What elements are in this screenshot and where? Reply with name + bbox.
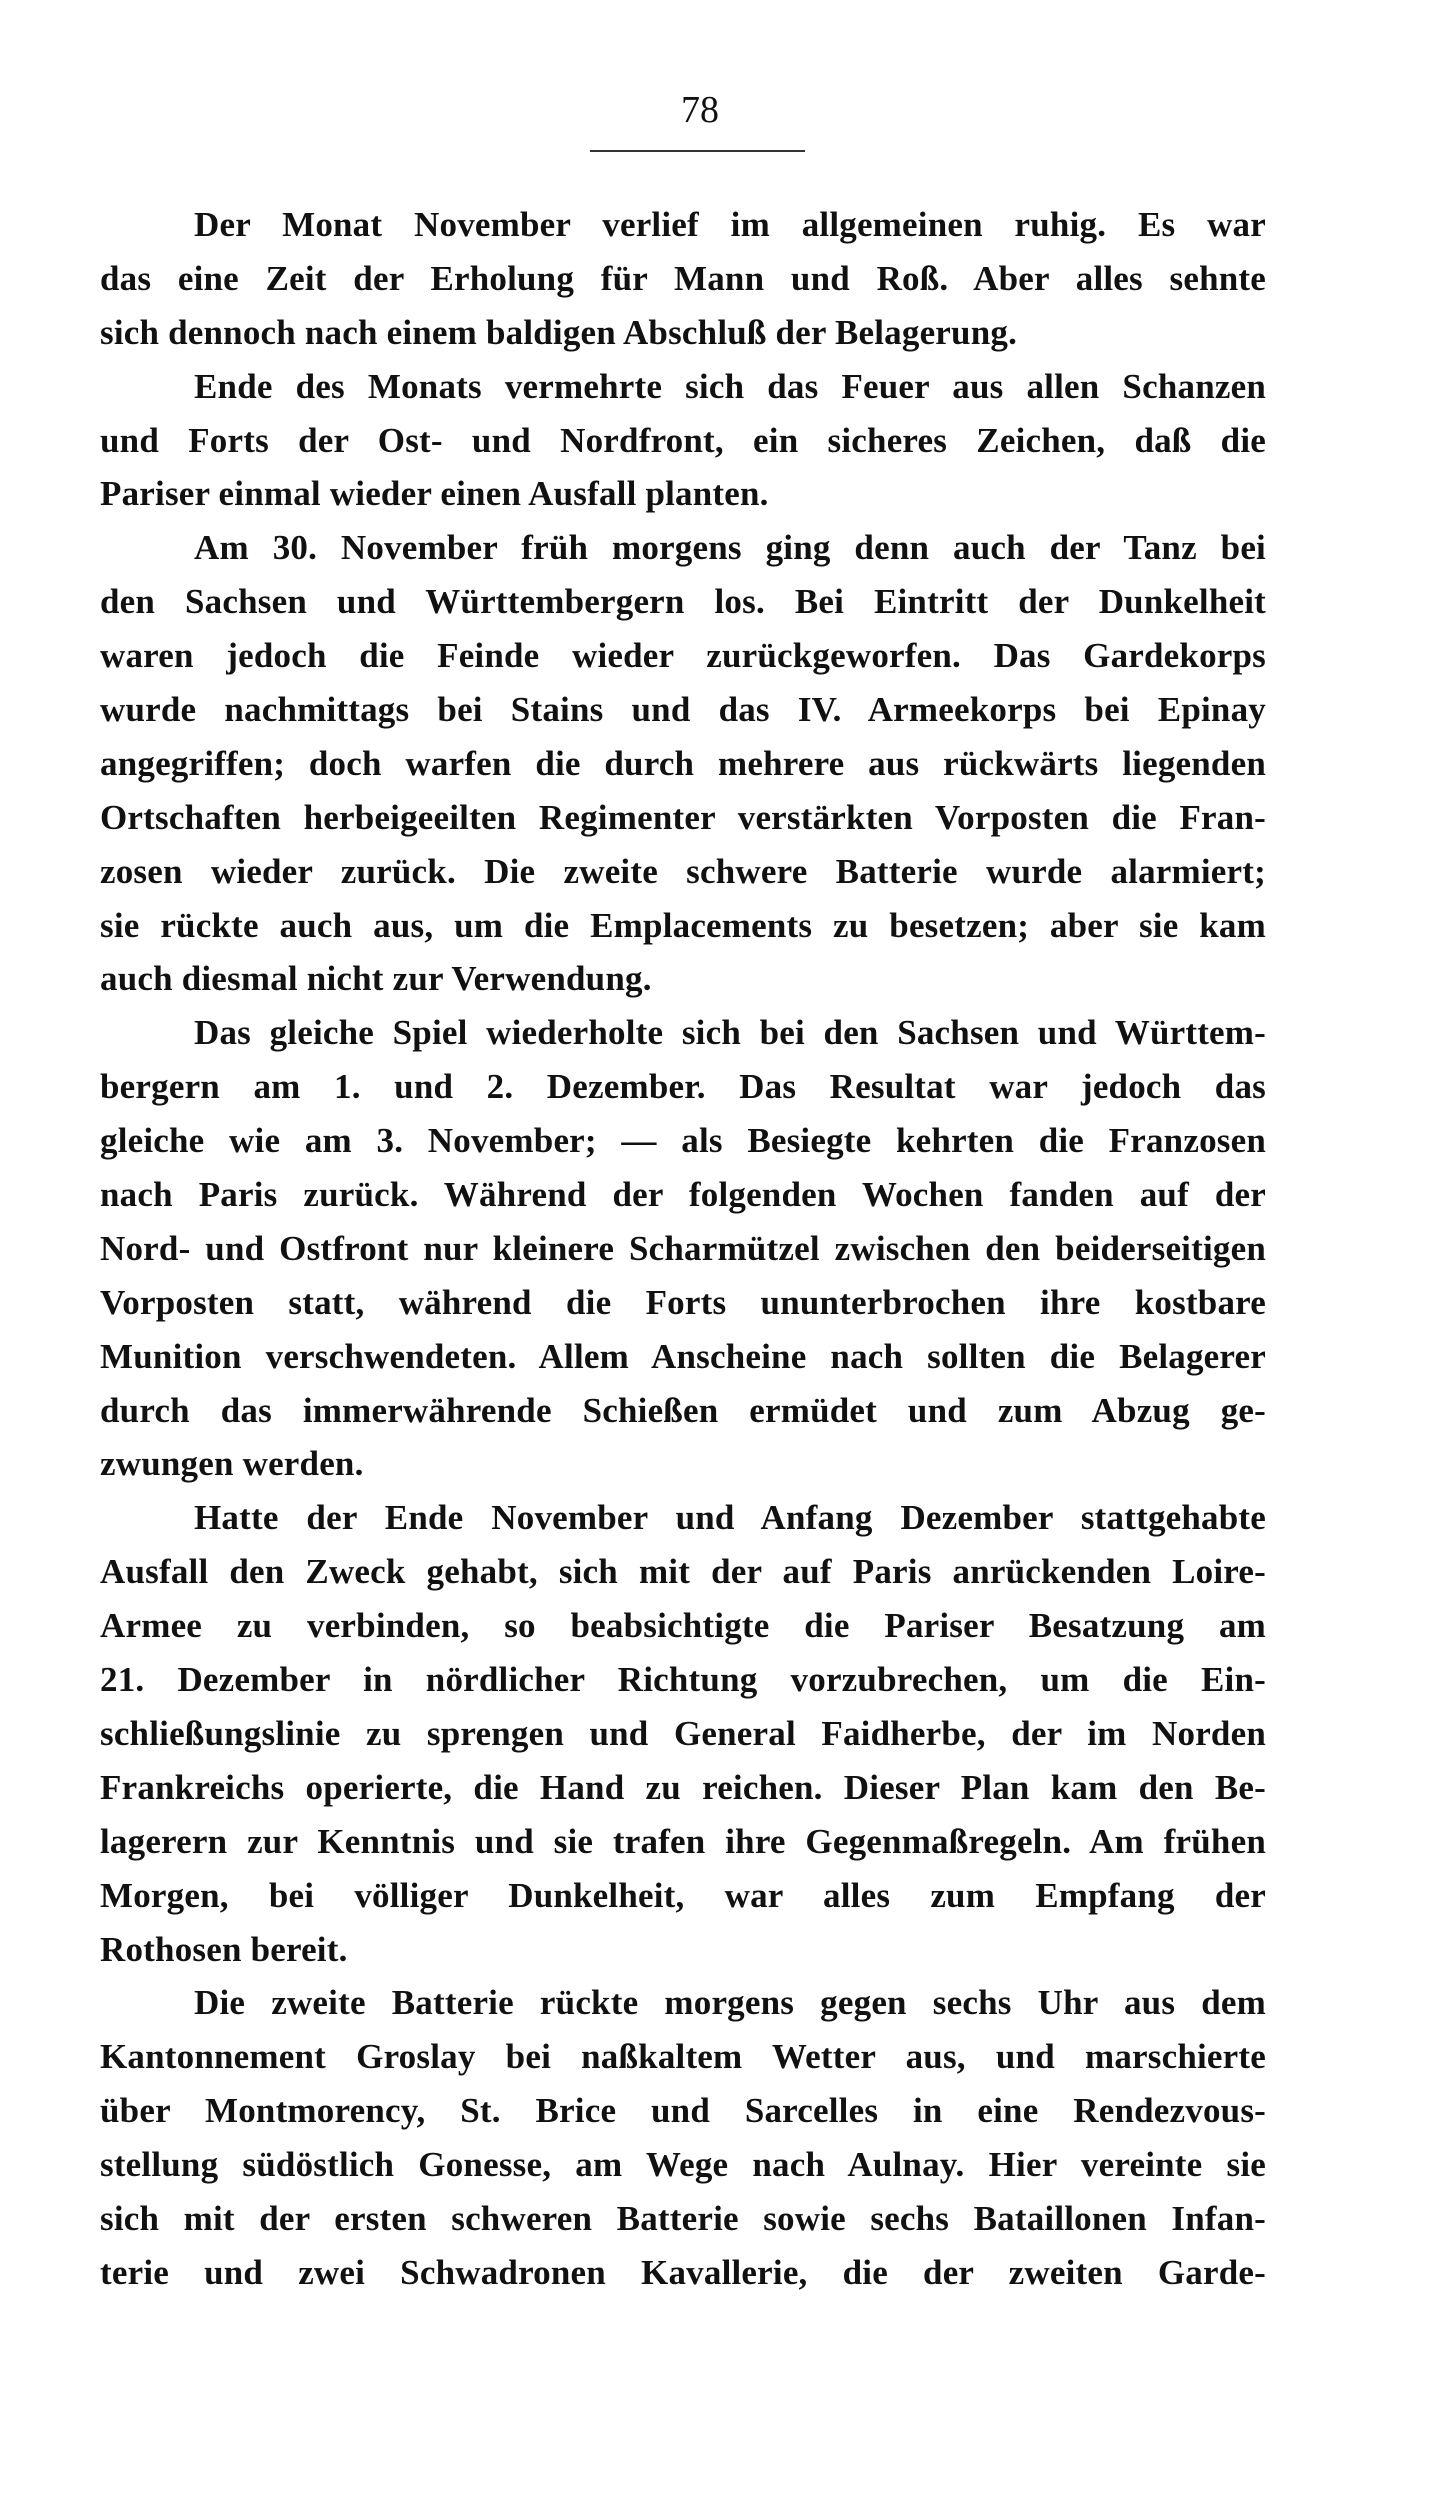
text-line: Die zweite Batterie rückte morgens gegen sechs Uhr aus dem <box>194 1983 1266 2023</box>
text-line: Der Monat November verlief im allgemeinen ruhig. Es war <box>194 205 1266 244</box>
text-line: Frankreichs operierte, die Hand zu reichen. Dieser Plan kam den Be- <box>100 1767 1266 1807</box>
text-line: zwungen werden. <box>100 1444 364 1484</box>
text-line: Munition verschwendeten. Allem Anscheine nach sollten die Belagerer <box>100 1336 1266 1376</box>
header-rule <box>590 150 805 152</box>
text-line: das eine Zeit der Erholung für Mann und Roß. Aber alles sehnte <box>100 258 1266 298</box>
text-line: über Montmorency, St. Brice und Sarcelles in eine Rendezvous- <box>100 2091 1266 2131</box>
text-line: sich mit der ersten schweren Batterie sowie sechs Bataillonen Infan- <box>100 2198 1266 2238</box>
text-line: Ausfall den Zweck gehabt, sich mit der auf Paris anrückenden Loire- <box>100 1552 1266 1592</box>
paragraph <box>100 198 1266 360</box>
text-line: Das gleiche Spiel wiederholte sich bei den Sachsen und Württem- <box>194 1013 1266 1053</box>
text-line: Hatte der Ende November und Anfang Dezember stattgehabte <box>194 1498 1266 1538</box>
text-line: lagerern zur Kenntnis und sie trafen ihre Gegenmaßregeln. Am frühen <box>100 1821 1266 1861</box>
text-line: bergern am 1. und 2. Dezember. Das Resultat war jedoch das <box>100 1067 1266 1107</box>
paragraph <box>100 1976 1266 2299</box>
text-line: Ende des Monats vermehrte sich das Feuer aus allen Schanzen <box>194 366 1266 406</box>
text-line: schließungslinie zu sprengen und General Faidherbe, der im Norden <box>100 1713 1266 1753</box>
text-line: angegriffen; doch warfen die durch mehrere aus rückwärts liegenden <box>100 743 1266 783</box>
text-line: wurde nachmittags bei Stains und das IV. Armeekorps bei Epinay <box>100 690 1266 730</box>
text-line: Ortschaften herbeigeeilten Regimenter verstärkten Vorposten die Fran- <box>100 797 1266 837</box>
text-line: gleiche wie am 3. November; — als Besiegte kehrten die Franzosen <box>100 1121 1266 1161</box>
text-line: Pariser einmal wieder einen Ausfall planten. <box>100 474 769 514</box>
page-number: 78 <box>681 89 719 131</box>
text-line: terie und zwei Schwadronen Kavallerie, die der zweiten Garde- <box>100 2252 1266 2292</box>
paragraph <box>100 360 1266 522</box>
text-line: sich dennoch nach einem baldigen Abschluß der Belagerung. <box>100 312 1018 352</box>
text-line: Armee zu verbinden, so beabsichtigte die Pariser Besatzung am <box>100 1606 1266 1646</box>
text-line: zosen wieder zurück. Die zweite schwere Batterie wurde alarmiert; <box>100 851 1266 891</box>
text-line: Kantonnement Groslay bei naßkaltem Wetter aus, und marschierte <box>100 2037 1266 2077</box>
paragraph <box>100 1491 1266 1976</box>
text-line: und Forts der Ost- und Nordfront, ein sicheres Zeichen, daß die <box>100 420 1266 460</box>
text-line: durch das immerwährende Schießen ermüdet und zum Abzug ge- <box>100 1390 1266 1430</box>
text-line: Am 30. November früh morgens ging denn auch der Tanz bei <box>194 528 1266 568</box>
paragraph <box>100 1006 1266 1491</box>
text-line: Rothosen bereit. <box>100 1929 348 1969</box>
text-line: Vorposten statt, während die Forts ununterbrochen ihre kostbare <box>100 1282 1266 1322</box>
text-line: den Sachsen und Württembergern los. Bei Eintritt der Dunkelheit <box>100 582 1266 622</box>
text-line: stellung südöstlich Gonesse, am Wege nach Aulnay. Hier vereinte sie <box>100 2145 1266 2185</box>
text-line: 21. Dezember in nördlicher Richtung vorzubrechen, um die Ein- <box>100 1660 1266 1700</box>
text-line: waren jedoch die Feinde wieder zurückgeworfen. Das Gardekorps <box>100 636 1266 676</box>
text-line: Morgen, bei völliger Dunkelheit, war alles zum Empfang der <box>100 1875 1266 1915</box>
text-line: auch diesmal nicht zur Verwendung. <box>100 959 652 999</box>
text-line: Nord- und Ostfront nur kleinere Scharmützel zwischen den beiderseitigen <box>100 1228 1266 1268</box>
text-line: sie rückte auch aus, um die Emplacements zu besetzen; aber sie kam <box>100 905 1266 945</box>
body-text <box>100 198 1266 2300</box>
paragraph <box>100 521 1266 1006</box>
text-line: nach Paris zurück. Während der folgenden Wochen fanden auf der <box>100 1175 1266 1215</box>
